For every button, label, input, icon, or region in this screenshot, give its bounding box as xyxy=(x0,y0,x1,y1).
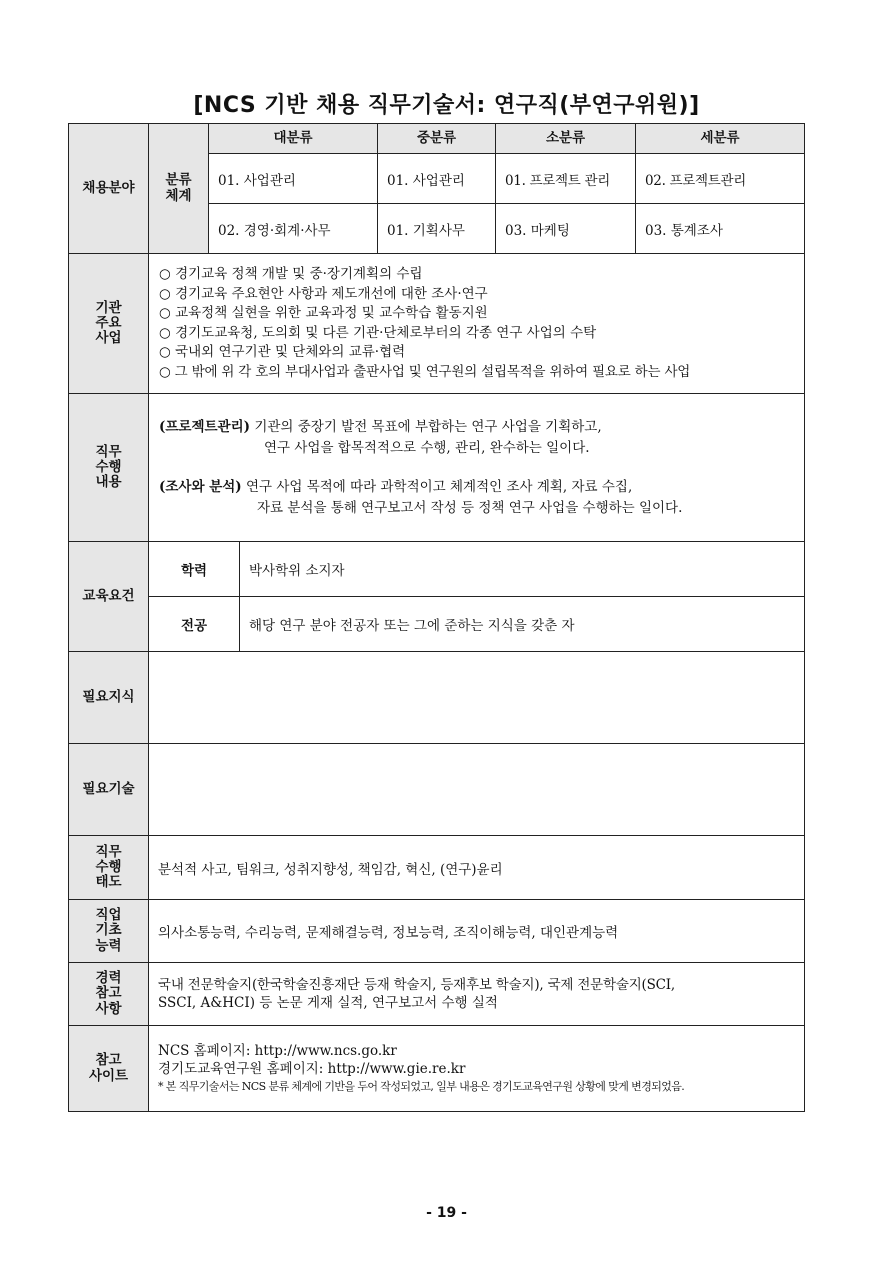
list-item: ○ 교육정책 실현을 위한 교육과정 및 교수학습 활동지원 xyxy=(159,305,488,321)
skills-row xyxy=(69,744,805,836)
duties-label: 직무 수행 내용 xyxy=(69,394,149,542)
career-content xyxy=(149,963,805,1026)
degree-label: 학력 xyxy=(149,542,240,597)
recruit-field-label: 채용분야 xyxy=(69,124,149,254)
job-description-table xyxy=(68,123,805,1112)
reference-note: * 본 직무기술서는 NCS 분류 체계에 기반을 두어 작성되었고, 일부 내용은 경기도교육연구원 상황에 맞게 변경되었음. xyxy=(158,1079,685,1093)
row1-major: 01. 사업관리 xyxy=(209,154,378,204)
page-number: - 19 - xyxy=(426,1205,467,1221)
ncs-site: NCS 홈페이지: http://www.ncs.go.kr xyxy=(158,1042,397,1059)
career-label: 경력 참고 사항 xyxy=(69,963,149,1026)
knowledge-label: 필요지식 xyxy=(69,652,149,744)
basic-row xyxy=(69,900,805,963)
row1-detail: 02. 프로젝트관리 xyxy=(636,154,805,204)
education-major-row xyxy=(69,597,805,652)
row1-middle: 01. 사업관리 xyxy=(378,154,496,204)
reference-row xyxy=(69,1026,805,1112)
attitude-label: 직무 수행 태도 xyxy=(69,836,149,900)
row1-minor: 01. 프로젝트 관리 xyxy=(496,154,636,204)
duty-project-line1: (프로젝트관리) 기관의 중장기 발전 목표에 부합하는 연구 사업을 기획하고, xyxy=(159,418,602,435)
skills-value xyxy=(149,744,805,836)
duty-project-line2: 연구 사업을 합목적적으로 수행, 관리, 완수하는 일이다. xyxy=(264,439,590,456)
header-detail: 세분류 xyxy=(636,124,805,154)
list-item: ○ 그 밖에 위 각 호의 부대사업과 출판사업 및 연구원의 설립목적을 위하여 필요로 하는 사업 xyxy=(159,363,691,380)
knowledge-value xyxy=(149,652,805,744)
list-item: ○ 국내외 연구기관 및 단체와의 교류·협력 xyxy=(159,344,406,360)
classification-system-label: 분류 체계 xyxy=(149,124,209,254)
reference-content xyxy=(149,1026,805,1112)
list-item: ○ 경기교육 주요현안 사항과 제도개선에 대한 조사·연구 xyxy=(159,285,488,302)
institution-label: 기관 주요 사업 xyxy=(69,254,149,394)
reference-label: 참고 사이트 xyxy=(69,1026,149,1112)
header-middle: 중분류 xyxy=(378,124,496,154)
duties-content xyxy=(149,394,805,542)
row2-major: 02. 경영·회계·사무 xyxy=(209,204,378,254)
career-line2: SSCI, A&HCI) 등 논문 게재 실적, 연구보고서 수행 실적 xyxy=(158,995,498,1011)
education-label: 교육요건 xyxy=(69,542,149,652)
header-minor: 소분류 xyxy=(496,124,636,154)
attitude-row xyxy=(69,836,805,900)
duty-research-line2: 자료 분석을 통해 연구보고서 작성 등 정책 연구 사업을 수행하는 일이다. xyxy=(257,499,683,516)
major-value: 해당 연구 분야 전공자 또는 그에 준하는 지식을 갖춘 자 xyxy=(240,597,805,652)
gie-site: 경기도교육연구원 홈페이지: http://www.gie.re.kr xyxy=(158,1060,466,1077)
institution-row xyxy=(69,254,805,394)
header-major: 대분류 xyxy=(209,124,378,154)
attitude-value: 분석적 사고, 팀워크, 성취지향성, 책임감, 혁신, (연구)윤리 xyxy=(149,836,805,900)
institution-content xyxy=(149,254,805,394)
institution-list xyxy=(149,265,804,382)
row2-middle: 01. 기획사무 xyxy=(378,204,496,254)
career-line1: 국내 전문학술지(한국학술진흥재단 등재 학술지, 등재후보 학술지), 국제 전문학술지(SCI, xyxy=(158,977,676,993)
career-row xyxy=(69,963,805,1026)
duties-row xyxy=(69,394,805,542)
list-item: ○ 경기교육 정책 개발 및 중·장기계획의 수립 xyxy=(159,266,423,282)
basic-value: 의사소통능력, 수리능력, 문제해결능력, 정보능력, 조직이해능력, 대인관계능력 xyxy=(149,900,805,963)
page-title: [NCS 기반 채용 직무기술서: 연구직(부연구위원)] xyxy=(193,93,700,118)
row2-detail: 03. 통계조사 xyxy=(636,204,805,254)
major-label: 전공 xyxy=(149,597,240,652)
duty-research-line1: (조사와 분석) 연구 사업 목적에 따라 과학적이고 체계적인 조사 계획, 자료 수집, xyxy=(159,478,633,495)
list-item: ○ 경기도교육청, 도의회 및 다른 기관·단체로부터의 각종 연구 사업의 수탁 xyxy=(159,324,597,341)
row2-minor: 03. 마케팅 xyxy=(496,204,636,254)
degree-value: 박사학위 소지자 xyxy=(240,542,805,597)
education-degree-row xyxy=(69,542,805,597)
classification-header-row xyxy=(69,124,805,154)
knowledge-row xyxy=(69,652,805,744)
basic-label: 직업 기초 능력 xyxy=(69,900,149,963)
skills-label: 필요기술 xyxy=(69,744,149,836)
